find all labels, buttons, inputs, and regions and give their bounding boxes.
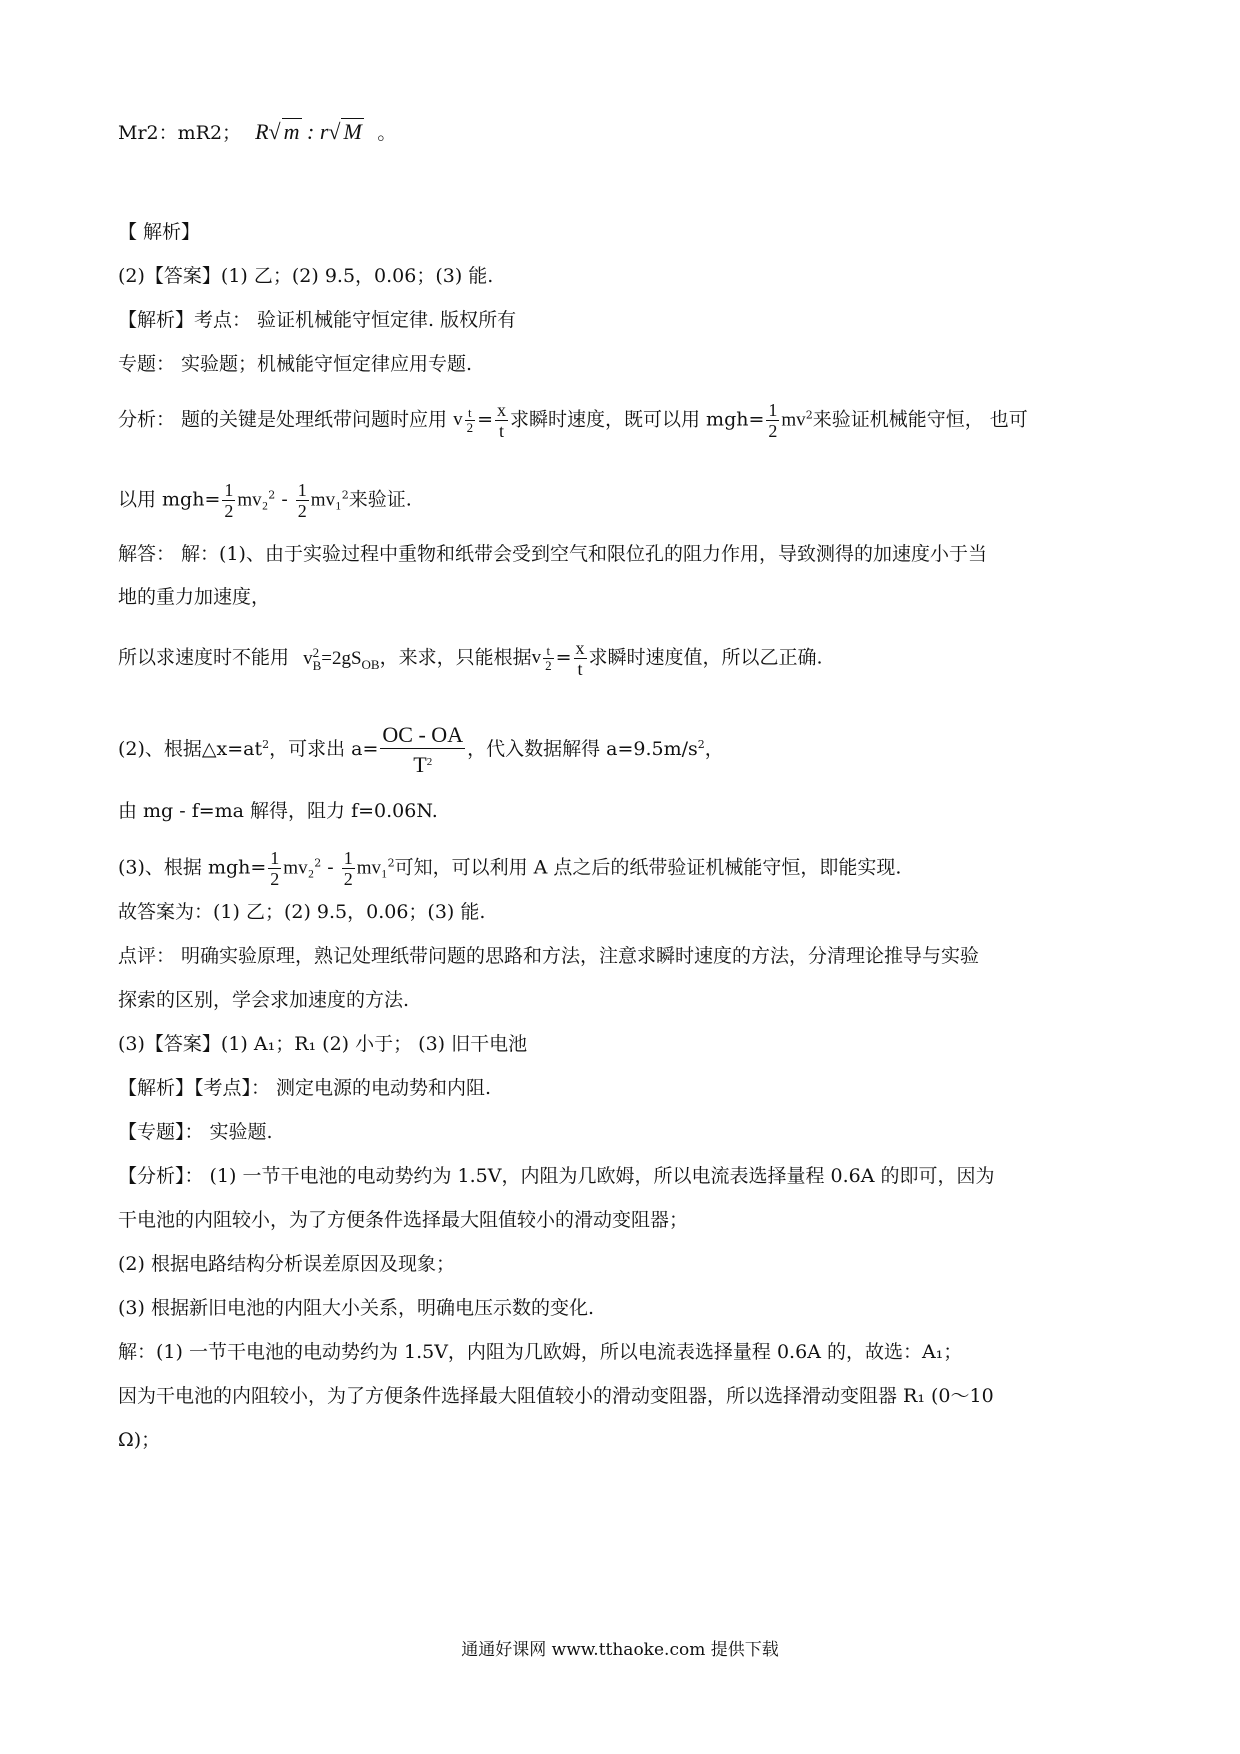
section-heading: 【 解析】 [118, 221, 201, 243]
solution-line-2: 地的重力加速度， [118, 586, 271, 608]
half-frac: $\frac{1}{2}$ [768, 400, 778, 441]
solution-line-4: (2)、根据$\triangle x=at^2$，可求出 a= $\frac{OC - OA}{T^2}$ ，代入数据解得 $a=9.5m/s^2$， [118, 722, 724, 777]
accel-formula: $\frac{OC - OA}{T^2}$ [382, 722, 464, 777]
solution-3-line-2: 因为干电池的内阻较小，为了方便条件选择最大阻值较小的滑动变阻器，所以选择滑动变阻器 R₁ (0～10 [118, 1385, 994, 1407]
comment-line-1: 点评： 明确实验原理，熟记处理纸带问题的思路和方法，注意求瞬时速度的方法，分清理论推导与实验 [118, 945, 980, 967]
analysis-line-3a: 【分析】： (1) 一节干电池的电动势约为 1.5V，内阻为几欧姆，所以电流表选择量程 0.6A 的即可，因为 [118, 1165, 995, 1187]
ratio-line: Mr2：mR2； R√ m : r√ M 。 [118, 119, 397, 144]
comment-line-2: 探索的区别，学会求加速度的方法. [118, 989, 410, 1011]
analysis-line-3b: 干电池的内阻较小，为了方便条件选择最大阻值较小的滑动变阻器； [118, 1209, 689, 1231]
final-answer-2: 故答案为：(1) 乙；(2) 9.5，0.06；(3) 能. [118, 901, 486, 923]
v-t-half: v $\frac{t}{2}$ [453, 405, 474, 435]
analysis-line-3c: (2) 根据电路结构分析误差原因及现象； [118, 1253, 455, 1275]
analysis-subject: 专题： 实验题；机械能守恒定律应用专题. [118, 353, 473, 375]
analysis-topic-3: 【解析】【考点】： 测定电源的电动势和内阻. [118, 1077, 492, 1099]
analysis-topic: 【解析】考点： 验证机械能守恒定律. 版权所有 [118, 309, 517, 331]
analysis-line: 分析： 题的关键是处理纸带问题时应用 v $\frac{t}{2}$ = $\frac{x}{t}$ 求瞬时速度，既可以用 mgh= $\frac{1}{2}$ $mv^2$来验证机械能守恒， 也可 [118, 400, 1028, 441]
vb-formula: v 2 $B=2gS_{OB}$ [303, 645, 380, 674]
x-over-t: $\frac{x}{t}$ [497, 400, 507, 441]
analysis-line-2: 以用 mgh= $\frac{1}{2}$ mv₂$^2$ - $\frac{1}{2}$ mv₁$^2$来验证. [118, 480, 412, 521]
answer-2: (2)【答案】(1) 乙；(2) 9.5，0.06；(3) 能. [118, 265, 494, 287]
page-footer: 通通好课网 www.tthaoke.com 提供下载 [461, 1640, 779, 1660]
ratio-formula: R√ m : r√ M [255, 119, 362, 144]
analysis-line-3d: (3) 根据新旧电池的内阻大小关系，明确电压示数的变化. [118, 1297, 594, 1319]
solution-line-5: 由 mg - f=ma 解得，阻力 f=0.06N. [118, 800, 438, 822]
ratio-text: Mr2：mR2； [118, 122, 242, 144]
answer-3: (3)【答案】(1) A₁；R₁ (2) 小于； (3) 旧干电池 [118, 1033, 528, 1055]
solution-3-line-1: 解：(1) 一节干电池的电动势约为 1.5V，内阻为几欧姆，所以电流表选择量程 0.6A 的，故选：A₁； [118, 1341, 963, 1363]
analysis-subject-3: 【专题】： 实验题. [118, 1121, 273, 1143]
solution-line-1: 解答： 解：(1)、由于实验过程中重物和纸带会受到空气和限位孔的阻力作用，导致测得的加速度小于当 [118, 543, 987, 565]
solution-line-3: 所以求速度时不能用 v 2 $B=2gS_{OB}$，来求，只能根据v $\frac{t}{2}$ = $\frac{x}{t}$ 求瞬时速度值，所以乙正确. [118, 638, 823, 679]
solution-3-line-3: Ω)； [118, 1429, 161, 1451]
solution-line-6: (3)、根据 mgh= $\frac{1}{2}$ mv₂$^2$ - $\frac{1}{2}$ mv₁$^2$可知，可以利用 A 点之后的纸带验证机械能守恒，即能实现. [118, 848, 902, 889]
